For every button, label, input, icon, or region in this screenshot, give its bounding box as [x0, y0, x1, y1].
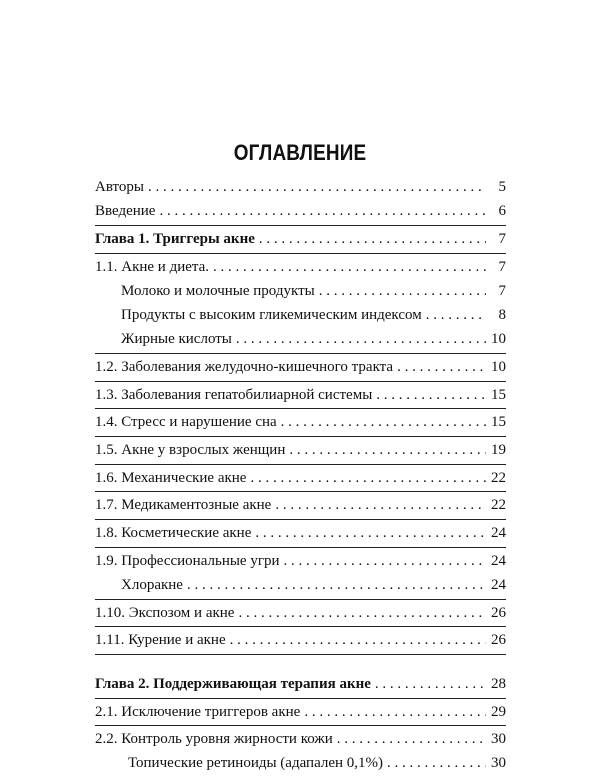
dot-leader	[275, 495, 486, 517]
toc-entry[interactable]	[95, 630, 506, 652]
toc-entry[interactable]	[95, 305, 506, 327]
toc-entry-page-number: 6	[498, 203, 506, 220]
toc-entry[interactable]	[95, 674, 506, 696]
toc-entry[interactable]	[95, 385, 506, 407]
dot-leader	[304, 702, 486, 724]
toc-entry[interactable]	[95, 702, 506, 724]
toc-entry[interactable]	[95, 412, 506, 434]
toc-entry-label: Глава 2. Поддерживающая терапия акне	[95, 675, 371, 692]
dot-leader	[238, 603, 486, 625]
toc-entry-label: 1.11. Курение и акне	[95, 632, 226, 649]
dot-leader	[250, 468, 486, 490]
dot-leader	[230, 630, 486, 652]
toc-entry[interactable]	[95, 357, 506, 379]
toc-entry-page-number: 29	[491, 703, 506, 720]
toc-entry-page-number: 30	[491, 731, 506, 748]
toc-entry-label: 1.5. Акне у взрослых женщин	[95, 441, 286, 458]
toc-entry-label: 1.4. Стресс и нарушение сна	[95, 414, 277, 431]
toc-entry[interactable]	[95, 229, 506, 251]
toc-entry-label: Продукты с высоким гликемическим индексом	[121, 306, 422, 323]
toc-entry-label: Жирные кислоты	[121, 331, 232, 348]
toc-entry-label: 1.2. Заболевания желудочно-кишечного тракта	[95, 358, 394, 375]
separator-rule	[95, 225, 506, 228]
dot-leader	[213, 257, 486, 279]
toc-entry[interactable]	[95, 440, 506, 462]
toc-entry[interactable]	[95, 177, 506, 199]
toc-entry-label: 1.6. Механические акне	[95, 469, 247, 486]
dot-leader	[236, 329, 486, 351]
toc-entry[interactable]	[95, 257, 506, 279]
toc-entry[interactable]	[95, 603, 506, 625]
toc-entry[interactable]	[95, 551, 506, 573]
dot-leader	[281, 412, 486, 434]
separator-rule	[95, 408, 506, 411]
dot-leader	[148, 177, 486, 199]
table-of-contents	[95, 177, 506, 778]
separator-rule	[95, 547, 506, 550]
dot-leader	[159, 201, 486, 223]
toc-entry-page-number: 10	[491, 358, 506, 375]
toc-entry-page-number: 19	[491, 441, 506, 458]
toc-entry-page-number: 8	[498, 306, 506, 323]
toc-entry-label: 2.1. Исключение триггеров акне	[95, 703, 301, 720]
toc-entry-page-number: 15	[491, 386, 506, 403]
dot-leader	[376, 385, 486, 407]
toc-entry-label: Глава 1. Триггеры акне	[95, 230, 255, 247]
toc-entry-page-number: 7	[498, 258, 506, 275]
toc-entry[interactable]	[95, 729, 506, 751]
toc-entry[interactable]	[95, 495, 506, 517]
toc-entry[interactable]	[95, 523, 506, 545]
dot-leader	[255, 523, 486, 545]
toc-entry-label: 1.1. Акне и диета.	[95, 258, 210, 275]
dot-leader	[397, 357, 486, 379]
separator-rule	[95, 519, 506, 522]
toc-entry-label: 1.7. Медикаментозные акне	[95, 497, 272, 514]
toc-entry-label: 1.10. Экспозом и акне	[95, 604, 235, 621]
toc-entry[interactable]	[95, 329, 506, 351]
dot-leader	[187, 575, 486, 597]
dot-leader	[289, 440, 486, 462]
separator-rule	[95, 253, 506, 256]
toc-entry-page-number: 15	[491, 414, 506, 431]
separator-rule	[95, 599, 506, 602]
separator-rule	[95, 353, 506, 356]
separator-rule	[95, 436, 506, 439]
toc-entry-label: 1.9. Профессиональные угри	[95, 552, 280, 569]
toc-entry-label: Введение	[95, 203, 156, 220]
toc-entry-page-number: 22	[491, 469, 506, 486]
toc-entry-label: Топические ретиноиды (адапален 0,1%)	[128, 755, 384, 772]
toc-entry-label: Молоко и молочные продукты	[121, 282, 315, 299]
separator-rule	[95, 464, 506, 467]
toc-entry-label: Хлоракне	[121, 576, 183, 593]
toc-entry[interactable]	[95, 201, 506, 223]
toc-entry[interactable]	[95, 753, 506, 775]
toc-entry-page-number: 10	[491, 331, 506, 348]
toc-entry-page-number: 30	[491, 755, 506, 772]
toc-entry-label: 1.3. Заболевания гепатобилиарной системы	[95, 386, 373, 403]
toc-entry-page-number: 22	[491, 497, 506, 514]
toc-entry[interactable]	[95, 281, 506, 303]
toc-entry-page-number: 24	[491, 524, 506, 541]
row-gap	[95, 775, 506, 778]
separator-rule	[95, 725, 506, 728]
separator-rule	[95, 381, 506, 384]
separator-rule	[95, 698, 506, 701]
toc-entry-page-number: 5	[498, 179, 506, 195]
toc-entry-label: Авторы	[95, 179, 144, 195]
separator-rule	[95, 626, 506, 629]
toc-entry-page-number: 24	[491, 576, 506, 593]
toc-entry-label: 1.8. Косметические акне	[95, 524, 252, 541]
toc-entry-page-number: 7	[498, 230, 506, 247]
section-gap	[95, 658, 506, 674]
toc-entry[interactable]	[95, 468, 506, 490]
toc-entry-page-number: 24	[491, 552, 506, 569]
dot-leader	[337, 729, 486, 751]
separator-rule	[95, 654, 506, 657]
dot-leader	[387, 753, 486, 775]
dot-leader	[319, 281, 486, 303]
toc-entry-page-number: 28	[491, 675, 506, 692]
separator-rule	[95, 491, 506, 494]
toc-entry-page-number: 7	[498, 282, 506, 299]
dot-leader	[375, 674, 486, 696]
toc-entry[interactable]	[95, 575, 506, 597]
toc-entry-page-number: 26	[491, 604, 506, 621]
toc-entry-label: 2.2. Контроль уровня жирности кожи	[95, 731, 333, 748]
toc-entry-page-number: 26	[491, 632, 506, 649]
dot-leader	[426, 305, 486, 327]
dot-leader	[284, 551, 486, 573]
dot-leader	[259, 229, 486, 251]
page-title: ОГЛАВЛЕНИЕ	[233, 140, 367, 165]
